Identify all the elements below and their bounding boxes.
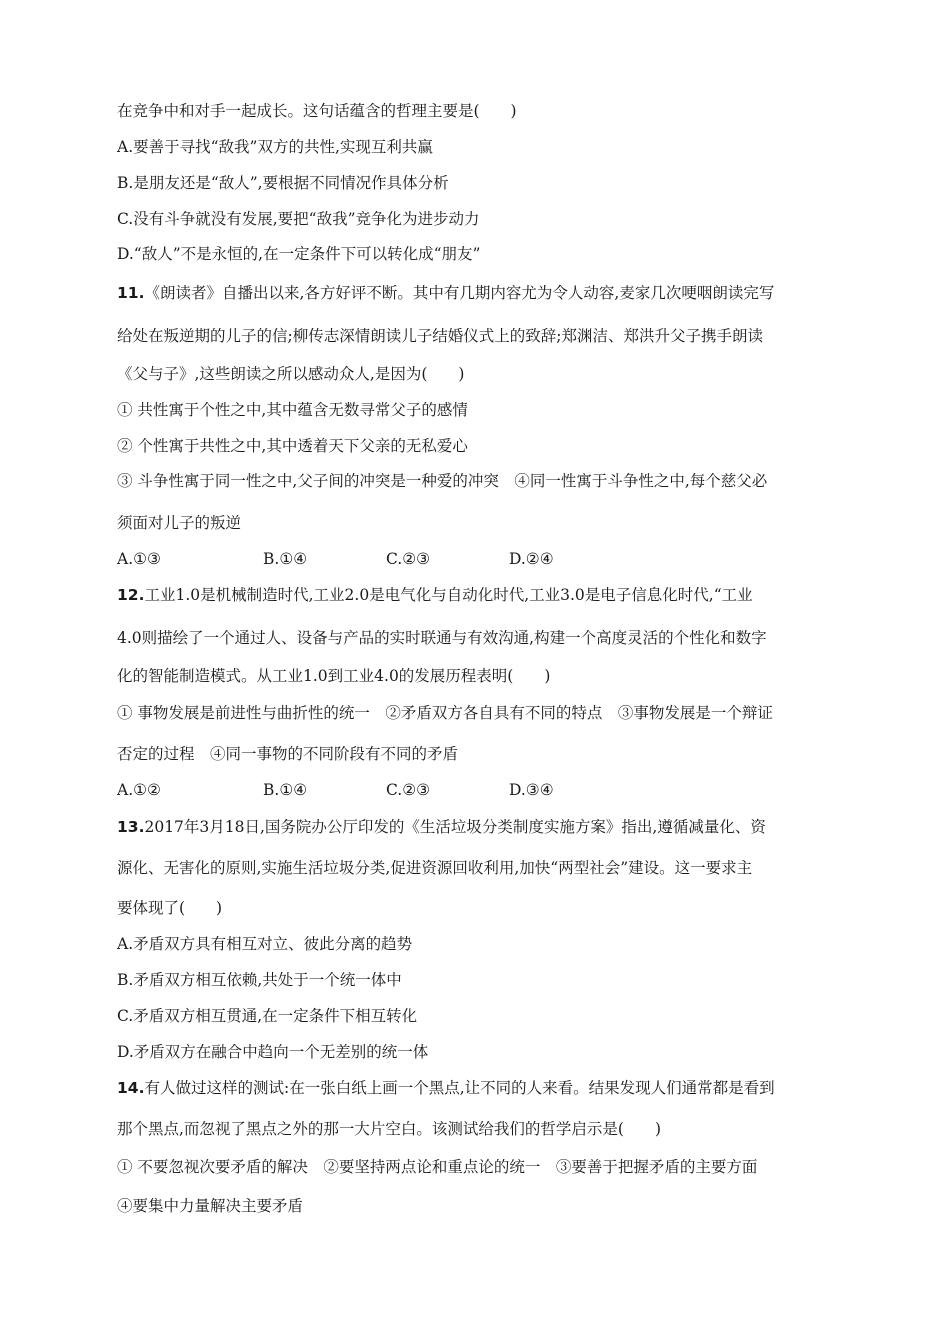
q11-statement-2: ② 个性寓于共性之中,其中透着天下父亲的无私爱心 <box>117 437 468 455</box>
q11-statement-4-cont: 须面对儿子的叛逆 <box>117 514 242 532</box>
q11-text: 《朗读者》自播出以来,各方好评不断。其中有几期内容尤为令人动容,麦家几次哽咽朗读完写 <box>144 284 775 302</box>
q14-statements-2: ④要集中力量解决主要矛盾 <box>117 1197 304 1215</box>
q11-choice-d: D.②④ <box>509 550 554 568</box>
q11-statement-1: ① 共性寓于个性之中,其中蕴含无数寻常父子的感情 <box>117 401 468 419</box>
q10-option-d: D.“敌人”不是永恒的,在一定条件下可以转化成“朋友” <box>117 245 481 263</box>
q12-choice-c: C.②③ <box>386 781 431 799</box>
q11-choice-b: B.①④ <box>263 550 308 568</box>
q13-option-b: B.矛盾双方相互依赖,共处于一个统一体中 <box>117 971 402 989</box>
q12-statements-1: ① 事物发展是前进性与曲折性的统一 ②矛盾双方各自具有不同的特点 ③事物发展是一个辩证 <box>117 704 773 722</box>
q12-choice-d: D.③④ <box>509 781 554 799</box>
q11-number: 11. <box>117 284 145 302</box>
q12-statements-2: 否定的过程 ④同一事物的不同阶段有不同的矛盾 <box>117 745 459 763</box>
q13-line-2: 源化、无害化的原则,实施生活垃圾分类,促进资源回收利用,加快“两型社会”建设。这一要求主 <box>117 859 753 877</box>
q13-option-d: D.矛盾双方在融合中趋向一个无差别的统一体 <box>117 1043 429 1061</box>
q12-number: 12. <box>117 586 145 604</box>
q13-text: 2017年3月18日,国务院办公厅印发的《生活垃圾分类制度实施方案》指出,遵循减量化、资 <box>144 818 766 836</box>
q12-line-3: 化的智能制造模式。从工业1.0到工业4.0的发展历程表明( ) <box>117 667 551 685</box>
q13-option-c: C.矛盾双方相互贯通,在一定条件下相互转化 <box>117 1007 418 1025</box>
q11-line-1 <box>117 283 774 303</box>
q12-choice-b: B.①④ <box>263 781 308 799</box>
q11-choice-c: C.②③ <box>386 550 431 568</box>
q11-statement-3-4: ③ 斗争性寓于同一性之中,父子间的冲突是一种爱的冲突 ④同一性寓于斗争性之中,每个慈父必 <box>117 472 768 490</box>
q14-line-1 <box>117 1078 775 1098</box>
q12-line-1 <box>117 585 753 605</box>
q14-text: 有人做过这样的测试:在一张白纸上画一个黑点,让不同的人来看。结果发现人们通常都是看到 <box>144 1079 775 1097</box>
q10-stem: 在竞争中和对手一起成长。这句话蕴含的哲理主要是( ) <box>117 102 517 120</box>
q11-line-3: 《父与子》,这些朗读之所以感动众人,是因为( ) <box>117 365 465 383</box>
q14-line-2: 那个黑点,而忽视了黑点之外的那一大片空白。该测试给我们的哲学启示是( ) <box>117 1120 662 1138</box>
q10-option-b: B.是朋友还是“敌人”,要根据不同情况作具体分析 <box>117 174 449 192</box>
q13-line-3: 要体现了( ) <box>117 899 223 917</box>
q13-line-1 <box>117 817 766 837</box>
q14-number: 14. <box>117 1079 145 1097</box>
q13-number: 13. <box>117 818 145 836</box>
q11-line-2: 给处在叛逆期的儿子的信;柳传志深情朗读儿子结婚仪式上的致辞;郑渊洁、郑洪升父子携手朗读 <box>117 327 763 345</box>
q12-choice-a: A.①② <box>117 781 161 799</box>
q11-choice-a: A.①③ <box>117 550 161 568</box>
q12-text: 工业1.0是机械制造时代,工业2.0是电气化与自动化时代,工业3.0是电子信息化时代,“工业 <box>144 586 753 604</box>
q14-statements-1: ① 不要忽视次要矛盾的解决 ②要坚持两点论和重点论的统一 ③要善于把握矛盾的主要方面 <box>117 1158 758 1176</box>
q13-option-a: A.矛盾双方具有相互对立、彼此分离的趋势 <box>117 935 413 953</box>
q10-option-a: A.要善于寻找“敌我”双方的共性,实现互利共赢 <box>117 138 433 156</box>
q12-line-2: 4.0则描绘了一个通过人、设备与产品的实时联通与有效沟通,构建一个高度灵活的个性化和数字 <box>117 629 767 647</box>
q10-option-c: C.没有斗争就没有发展,要把“敌我”竞争化为进步动力 <box>117 210 480 228</box>
